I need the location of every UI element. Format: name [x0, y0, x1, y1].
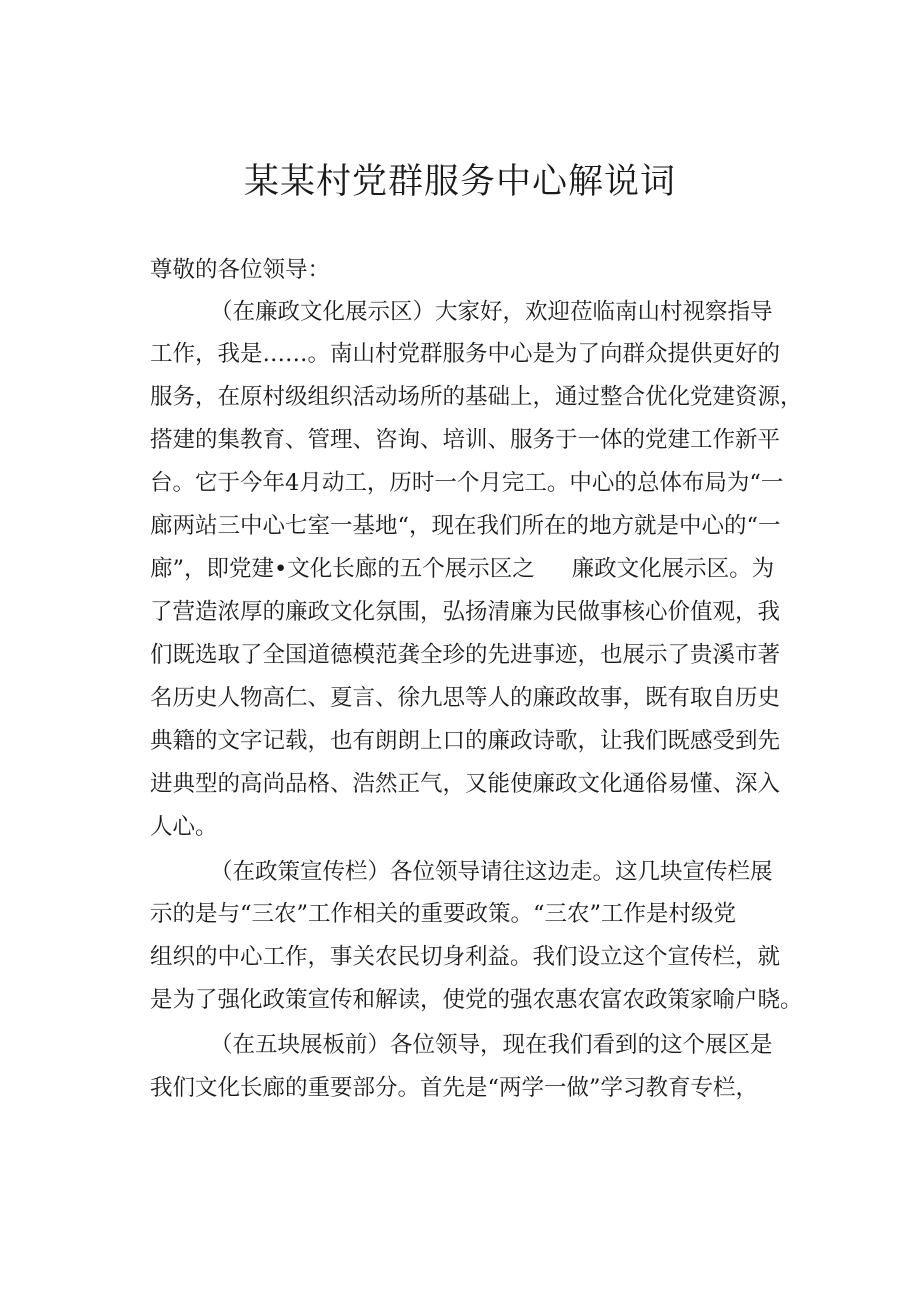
document-title: 某某村党群服务中心解说词 — [243, 162, 676, 202]
paragraph-line: 是为了强化政策宣传和解读，使党的强农惠农富农政策家喻户晓。 — [150, 987, 803, 1013]
salutation: 尊敬的各位领导： — [150, 257, 331, 283]
paragraph-line: 工作，我是……。南山村党群服务中心是为了向群众提供更好的 — [150, 341, 781, 367]
paragraph-line: 服务，在原村级组织活动场所的基础上，通过整合优化党建资源， — [150, 384, 803, 410]
paragraph-line: （在五块展板前）各位领导，现在我们看到的这个展区是 — [210, 1032, 773, 1058]
paragraph-line: 了营造浓厚的廉政文化氛围，弘扬清廉为民做事核心价值观，我 — [150, 599, 781, 625]
paragraph-line: 台。它于今年4月动工，历时一个月完工。中心的总体布局为“一 — [150, 470, 784, 496]
paragraph-line: （在政策宣传栏）各位领导请往这边走。这几块宣传栏展 — [210, 859, 773, 885]
paragraph-line: 典籍的文字记载，也有朗朗上口的廉政诗歌，让我们既感受到先 — [150, 728, 781, 754]
paragraph-line: 我们文化长廊的重要部分。首先是“两学一做”学习教育专栏， — [150, 1075, 759, 1101]
paragraph-line: 名历史人物高仁、夏言、徐九思等人的廉政故事，既有取自历史 — [150, 685, 781, 711]
paragraph-line: 们既选取了全国道德模范龚全珍的先进事迹，也展示了贵溪市著 — [150, 642, 781, 668]
paragraph-line: 人心。 — [150, 814, 218, 840]
paragraph-line: 进典型的高尚品格、浩然正气，又能使廉政文化通俗易懂、深入 — [150, 771, 781, 797]
paragraph-line: 搭建的集教育、管理、咨询、培训、服务于一体的党建工作新平 — [150, 427, 781, 453]
paragraph-line: 廊”，即党建•文化长廊的五个展示区之 廉政文化展示区。为 — [150, 556, 775, 582]
paragraph-line: 示的是与“三农”工作相关的重要政策。“三农”工作是村级党 — [150, 901, 737, 927]
paragraph-line: 廊两站三中心七室一基地“，现在我们所在的地方就是中心的“一 — [150, 513, 781, 539]
paragraph-line: 组织的中心工作，事关农民切身利益。我们设立这个宣传栏，就 — [150, 944, 781, 970]
paragraph-line: （在廉政文化展示区）大家好，欢迎莅临南山村视察指导 — [210, 299, 773, 325]
